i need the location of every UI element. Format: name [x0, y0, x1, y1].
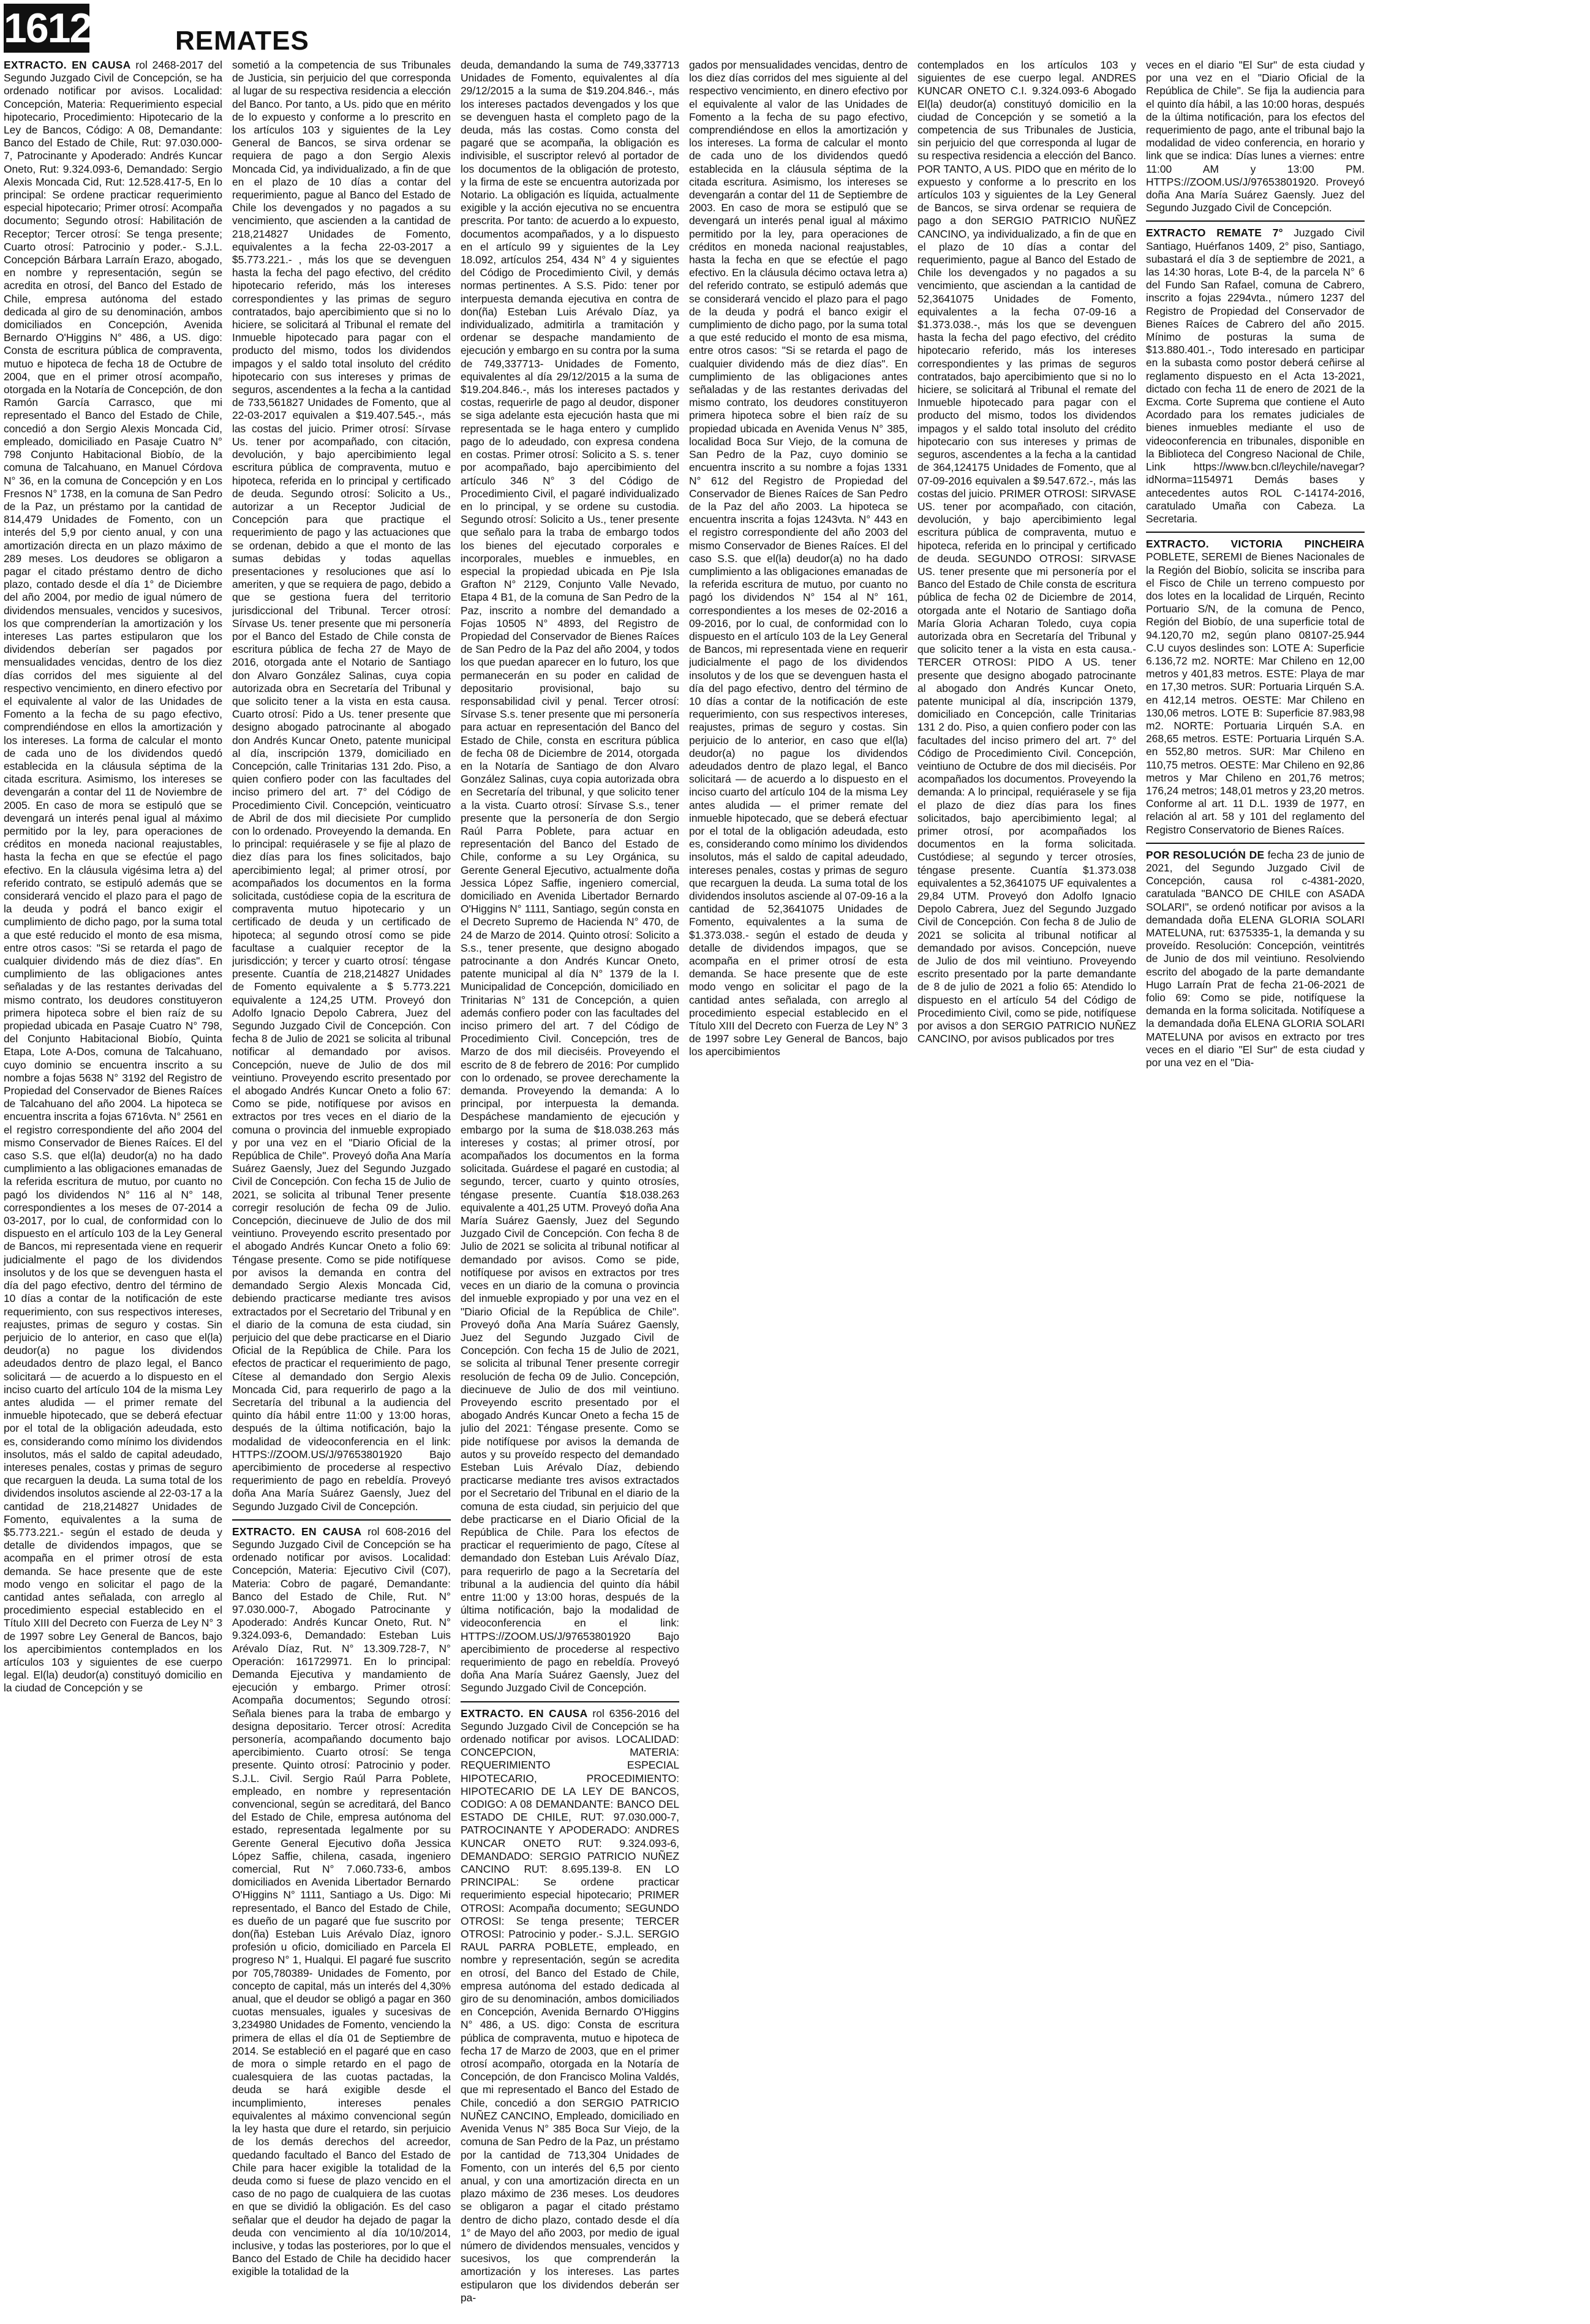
legal-notice	[461, 1707, 679, 2304]
notice-body: veces en el diario "El Sur" de esta ciudad y por una vez en el "Diario Oficial de la República de Chile". Se fija la audiencia para el quinto día hábil, a las 10:00 horas, después de la última notificación, para los efectos del requerimiento de pago, ante el tribunal bajo la modalidad de video conferencia, en horario y link que se indica: Días lunes a viernes: entre 11:00 AM y 13:00 PM. HTTPS://ZOOM.US/J/97653801920. Proveyó doña Ana María Suárez Gaensly. Juez del Segundo Juzgado Civil de Concepción.	[1146, 59, 1365, 214]
legal-notice	[917, 59, 1136, 1045]
notice-body: rol 608-2016 del Segundo Juzgado Civil de Concepción se ha ordenado notificar por avisos. Localidad: Concepción, Materia: Ejecutivo Civil (C07), Materia: Cobro de pagaré, Demandante: Banco del Estado de Chile, Rut. N° 97.030.000-7, Abogado Patrocinante y Apoderado: Andrés Kuncar Oneto, Rut. N° 9.324.093-6, Demandado: Esteban Luis Arévalo Díaz, Rut. N° 13.309.728-7, N° Operación: 161729971. En lo principal: Demanda Ejecutiva y mandamiento de ejecución y embargo. Primer otrosí: Acompaña documentos; Segundo otrosí: Señala bienes para la traba de embargo y designa depositario. Tercer otrosí: Acredita personería, acompañando documento bajo apercibimiento. Cuarto otrosí: Se tenga presente. Quinto otrosí: Patrocinio y poder. S.J.L. Civil. Sergio Raúl Parra Poblete, empleado, en nombre y representación convencional, según se acreditará, del Banco del Estado de Chile, empresa autónoma del estado, representada legalmente por su Gerente General Ejecutivo doña Jessica López Saffie, chilena, casada, ingeniero comercial, Rut N° 7.060.733-6, ambos domiciliados en Avenida Libertador Bernardo O'Higgins N° 1111, Santiago a Us. Digo: Mi representado, el Banco del Estado de Chile, es dueño de un pagaré que fue suscrito por don(ña) Esteban Luis Arévalo Díaz, ignoro profesión u oficio, domiciliado en Parcela El progreso N° 1, Hualqui. El pagaré fue suscrito por 705,780389- Unidades de Fomento, por concepto de capital, más un interés del 4,30% anual, que el deudor se obligó a pagar en 360 cuotas mensuales, iguales y sucesivas de 3,234980 Unidades de Fomento, venciendo la primera de ellas el día 01 de Septiembre de 2014. Se estableció en el pagaré que en caso de mora o simple retardo en el pago de cualesquiera de las cuotas pactadas, la deuda se hará exigible desde el incumplimiento, intereses penales equivalentes al máximo convencional según la ley hasta que dure el retardo, sin perjuicio de los demás derechos del acreedor, quedando facultado el Banco del Estado de Chile para hacer exigible la totalidad de la deuda como si fuese de plazo vencido en el caso de no pago de cualquiera de las cuotas en que se dividió la obligación. Es del caso señalar que el deudor ha dejado de pagar la deuda con vencimiento al día 10/10/2014, inclusive, y todas las posteriores, por lo que el Banco del Estado de Chile ha decidido hacer exigible la totalidad de la	[232, 1525, 451, 2278]
notice-heading: EXTRACTO. VICTORIA PINCHEIRA	[1146, 538, 1365, 551]
legal-notice	[1146, 849, 1365, 1069]
notice-body: deuda, demandando la suma de 749,337713 Unidades de Fomento, equivalentes al día 29/12/2015 a la suma de $19.204.846.-, más los intereses pactados devengados y los que se devenguen hasta el completo pago de la deuda, más las costas. Como consta del pagaré que se acompaña, la obligación es indivisible, el suscriptor relevó al portador de los documentos de la obligación de protesto, y la firma de este se encuentra autorizada por Notario. La obligación es líquida, actualmente exigible y la acción ejecutiva no se encuentra prescrita. Por tanto: de acuerdo a lo expuesto, documentos acompañados, y a lo dispuesto en el artículo 99 y siguientes de la Ley 18.092, artículos 254, 434 N° 4 y siguientes del Código de Procedimiento Civil, y demás normas pertinentes. A S.S. Pido: tener por interpuesta demanda ejecutiva en contra de don(ña) Esteban Luis Arévalo Díaz, ya individualizado, admitirla a tramitación y ordenar se despache mandamiento de ejecución y embargo en su contra por la suma de 749,337713- Unidades de Fomento, equivalentes al día 29/12/2015 a la suma de $19.204.846.-, más los intereses pactados y costas, requerirle de pago al deudor, disponer se siga adelante esta ejecución hasta que mi representada se le haga entero y cumplido pago de lo adeudado, con expresa condena en costas. Primer otrosí: Solicito a S. s. tener por acompañado, bajo apercibimiento del artículo 346 N° 3 del Código de Procedimiento Civil, el pagaré individualizado en lo principal, y se ordene su custodia. Segundo otrosí: Solicito a Us., tener presente que señalo para la traba de embargo todos los bienes del ejecutado corporales e incorporales, muebles e inmuebles, en especial la propiedad ubicada en Pje Isla Grafton N° 2129, Conjunto Valle Nevado, Etapa 4 B1, de la comuna de San Pedro de la Paz, inscrito a nombre del demandado a Fojas 10505 N° 4893, del Registro de Propiedad del Conservador de Bienes Raíces de San Pedro de la Paz del año 2004, y todos los que puedan aparecer en lo futuro, los que permanecerán en su poder en calidad de depositario provisional, bajo su responsabilidad civil y penal. Tercer otrosí: Sírvase S.s. tener presente que mi personería para actuar en representación del Banco del Estado de Chile, consta en escritura pública de fecha 08 de Diciembre de 2014, otorgada en la Notaría de Santiago de don Alvaro González Salinas, cuya copia autorizada obra en Secretaría del tribunal, y que solicito tener a la vista. Cuarto otrosí: Sírvase S.s., tener presente que la personería de don Sergio Raúl Parra Poblete, para actuar en representación del Banco del Estado de Chile, conforme a su Ley Orgánica, su Gerente General Ejecutivo, actualmente doña Jessica López Saffie, ingeniero comercial, domiciliado en Avenida Libertador Bernardo O'Higgins N° 1111, Santiago, según consta en el Decreto Supremo de Hacienda N° 470, de 24 de Marzo de 2014. Quinto otrosí: Solicito a S.s., tener presente, que designo abogado patrocinante a don Andrés Kuncar Oneto, patente municipal al día N° 1379 de la I. Municipalidad de Concepción, domiciliado en Trinitarias N° 131 de Concepción, a quien además confiero poder con las facultades del inciso primero del art. 7 del Código de Procedimiento Civil. Concepción, tres de Marzo de dos mil dieciséis. Proveyendo el escrito de 8 de febrero de 2016: Por cumplido con lo ordenado, se provee derechamente la demanda. Proveyendo la demanda: A lo principal, por interpuesta la demanda. Despáchese mandamiento de ejecución y embargo por la suma de $18.038.263 más intereses y costas; al primer otrosí, por acompañados los documentos en la forma solicitada. Guárdese el pagaré en custodia; al segundo, tercer, cuarto y quinto otrosíes, téngase presente. Cuantía $18.038.263 equivalente a 401,25 UTM. Proveyó doña Ana María Suárez Gaensly, Juez del Segundo Juzgado Civil de Concepción. Con fecha 8 de Julio de 2021 se solicita al tribunal notificar al demandado por avisos. Como se pide, notifíquese por avisos en extractos por tres veces en un diario de la comuna o provincia del inmueble expropiado y por una vez en el "Diario Oficial de la República de Chile". Proveyó doña Ana María Suárez Gaensly, Juez del Segundo Juzgado Civil de Concepción. Con fecha 15 de Julio de 2021, se solicita al tribunal Tener presente corregir resolución de fecha 09 de Julio. Concepción, diecinueve de Julio de dos mil veintiuno. Proveyendo escrito presentado por el abogado Andrés Kuncar Oneto a fecha 15 de julio del 2021: Téngase presente. Como se pide notifíquese por avisos la demanda de autos y su proveído respecto del demandado Esteban Luis Arévalo Díaz, debiendo practicarse mediante tres avisos extractados por el Secretario del Tribunal en el diario de la comuna de esta ciudad, sin perjuicio del que debe practicarse en el Diario Oficial de la República de Chile. Para los efectos de practicar el requerimiento de pago, Cítese al demandado don Esteban Luis Arévalo Díaz, para requerirlo de pago a la Secretaría del tribunal a la audiencia del quinto día hábil entre 11:00 y 13:00 horas, después de la última notificación, bajo la modalidad de videoconferencia en el link: HTTPS://ZOOM.US/J/97653801920 Bajo apercibimiento de procederse al respectivo requerimiento de pago en rebeldía. Proveyó doña Ana María Suárez Gaensly, Juez del Segundo Juzgado Civil de Concepción.	[461, 59, 679, 1694]
text-column	[1146, 59, 1365, 2318]
notice-divider	[1146, 220, 1365, 222]
text-column	[689, 59, 908, 2318]
page-number: 1612	[4, 5, 92, 51]
legal-notice	[232, 1525, 451, 2279]
legal-notice	[461, 59, 679, 1695]
notice-divider	[232, 1519, 451, 1521]
notice-body: Juzgado Civil Santiago, Huérfanos 1409, 2° piso, Santiago, subastará el día 3 de septiembre de 2021, a las 14:30 horas, Lote B-4, de la parcela N° 6 del Fundo San Rafael, comuna de Cabrero, inscrito a fojas 2294vta., número 1237 del Registro de Propiedad del Conservador de Bienes Raíces de Cabrero del año 2015. Mínimo de posturas la suma de $13.880.401.-, Todo interesado en participar en la subasta como postor deberá ceñirse al reglamento dispuesto en el Acta 13-2021, dictado con fecha 11 de enero de 2021 de la Excma. Corte Suprema que contiene el Auto Acordado para los remates judiciales de bienes inmuebles mediante el uso de videoconferencia en tribunales, disponible en la Biblioteca del Congreso Nacional de Chile, Link https://www.bcn.cl/leychile/navegar?idNorma=1154971 Demás bases y antecedentes autos ROL C-14174-2016, caratulado Umaña con Cabeza. La Secretaria.	[1146, 227, 1365, 525]
legal-notice	[4, 59, 222, 1695]
notice-divider	[1146, 843, 1365, 844]
notice-divider	[1146, 532, 1365, 533]
legal-notice	[1146, 538, 1365, 837]
notice-heading: EXTRACTO. EN CAUSA	[232, 1525, 362, 1538]
notice-body: fecha 23 de junio de 2021, del Segundo Juzgado Civil de Concepción, causa rol c-4381-2020, caratulada "BANCO DE CHILE con ASADA SOLARI", se ordenó notificar por avisos a la demandada doña ELENA GLORIA SOLARI MATELUNA, rut: 6375335-1, la demanda y su proveído. Resolución: Concepción, veintitrés de Junio de dos mil veintiuno. Resolviendo escrito del abogado de la parte demandante Hugo Larraín Prat de fecha 21-06-2021 de folio 69: Como se pide, notifíquese la demanda en la forma solicitada. Notifíquese a la demandada doña ELENA GLORIA SOLARI MATELUNA por avisos en extracto por tres veces en el diario "El Sur" de esta ciudad y por una vez en el "Dia-	[1146, 848, 1365, 1069]
legal-notice	[232, 59, 451, 1513]
notice-heading: EXTRACTO. EN CAUSA	[4, 59, 131, 71]
text-column	[461, 59, 679, 2318]
notice-body: gados por mensualidades vencidas, dentro de los diez días corridos del mes siguiente al del respectivo vencimiento, en dinero efectivo por el equivalente al valor de las Unidades de Fomento a la fecha de su pago efectivo, comprendiéndose en ellos la amortización y los intereses. La forma de calcular el monto de cada uno de los dividendos quedó establecida en la cláusula séptima de la citada escritura. Asimismo, los intereses se devengarán a contar del 11 de Septiembre de 2003. En caso de mora se estipuló que se devengará un interés penal igual al máximo permitido por la ley, para operaciones de créditos en moneda nacional reajustables, hasta la fecha en que se efectúe el pago efectivo. En la cláusula décimo octava letra a) del referido contrato, se estipuló además que se considerará vencido el plazo para el pago de la deuda y podrá el banco exigir el cumplimiento de dicho pago, por la suma total a que esté reducido el monto de esa misma, entre otros casos: "Si se retarda el pago de cualquier dividendo más de diez días". En cumplimiento de las obligaciones antes señaladas y de las restantes derivadas del mismo contrato, los deudores constituyeron primera hipoteca sobre el bien raíz de su propiedad ubicada en Avenida Venus N° 385, localidad Boca Sur Viejo, de la comuna de San Pedro de la Paz, cuyo dominio se encuentra inscrito a su nombre a fojas 1331 N° 612 del Registro de Propiedad del Conservador de Bienes Raíces de San Pedro de la Paz del año 2003. La hipoteca se encuentra inscrita a fojas 1243vta. N° 443 en el registro correspondiente del año 2003 del mismo Conservador de Bienes Raíces. El del caso S.S. que el(la) deudor(a) no ha dado cumplimiento a las obligaciones emanadas de la referida escritura de mutuo, por cuanto no pagó los dividendos N° 154 al N° 161, correspondientes a los meses de 02-2016 a 09-2016, por lo cual, de conformidad con lo dispuesto en el artículo 103 de la Ley General de Bancos, mi representada viene en requerir judicialmente el pago de los dividendos insolutos y de los que se devenguen hasta el día del pago efectivo, dentro del término de 10 días a contar de la notificación de este requerimiento, con sus respectivos intereses, reajustes, primas de seguro y costas. Sin perjuicio de lo anterior, en caso que el(la) deudor(a) no pague los dividendos adeudados dentro de plazo legal, el Banco solicitará — de acuerdo a lo dispuesto en el inciso cuarto del artículo 104 de la misma Ley antes aludida — el primer remate del inmueble hipotecado, que se deberá efectuar por el total de la obligación adeudada, esto es, considerando como mínimo los dividendos insolutos, más el saldo de capital adeudado, intereses penales, costas y primas de seguro que recarguen la deuda. La suma total de los dividendos insolutos asciende al 07-09-16 a la cantidad de 52,3641075 Unidades de Fomento, equivalentes a la suma de $1.373.038.- según el estado de deuda y detalle de dividendos impagos, que se acompaña en el primer otrosí de esta demanda. Se hace presente que de este modo vengo en solicitar el pago de la cantidad antes señalada, con arreglo al procedimiento especial establecido en el Título XIII del Decreto con Fuerza de Ley N° 3 de 1997 sobre Ley General de Bancos, bajo los apercibimientos	[689, 59, 908, 1058]
notice-heading: POR RESOLUCIÓN DE	[1146, 848, 1265, 861]
notice-body: POBLETE, SEREMI de Bienes Nacionales de la Región del Biobío, solicita se inscriba para el Fisco de Chile un terreno compuesto por dos lotes en la localidad de Lirquén, Recinto Portuario S/N, de la comuna de Penco, Región del Biobío, de una superficie total de 94.120,70 m2, según plano 08107-25.944 C.U cuyos deslindes son: LOTE A: Superficie 6.136,72 m2. NORTE: Mar Chileno en 12,00 metros y 401,83 metros. ESTE: Playa de mar en 17,30 metros. SUR: Portuaria Lirquén S.A. en 412,14 metros. OESTE: Mar Chileno en 130,06 metros. LOTE B: Superficie 87.983,98 m2. NORTE: Portuaria Lirquén S.A. en 268,65 metros. ESTE: Portuaria Lirquén S.A. en 552,80 metros. SUR: Mar Chileno en 110,75 metros. OESTE: Mar Chileno en 92,86 metros y Mar Chileno en 201,76 metros; 176,24 metros; 148,01 metros y 23,20 metros. Conforme al art. 11 D.L. 1939 de 1977, en relación al art. 58 y 101 del reglamento del Registro Conservatorio de Bienes Raíces.	[1146, 551, 1365, 836]
notice-divider	[461, 1701, 679, 1702]
page-header	[4, 4, 1586, 54]
notice-body: sometió a la competencia de sus Tribunales de Justicia, sin perjuicio del que corresponda al lugar de su respectiva residencia a elección del Banco. Por tanto, a Us. pido que en mérito de lo expuesto y conforme a lo prescrito en los artículos 103 y siguientes de la Ley General de Bancos, se sirva ordenar se requiera de pago a don Sergio Alexis Moncada Cid, ya individualizado, a fin de que en el plazo de 10 días a contar del requerimiento, pague al Banco del Estado de Chile los devengados y no pagados a su vencimiento, que ascienden a la cantidad de 218,214827 Unidades de Fomento, equivalentes a la fecha 22-03-2017 a $5.773.221.- , más los que se devenguen hasta la fecha del pago efectivo, del crédito hipotecario referido, más los intereses correspondientes y las primas de seguro contratados, bajo apercibimiento que si no lo hiciere, se solicitará al Tribunal el remate del Inmueble hipotecado para pagar con el producto del mismo, todos los dividendos impagos y el saldo total insoluto del crédito hipotecario con sus intereses y primas de seguros, ascendentes a la fecha a la cantidad de 733,561827 Unidades de Fomento, que al 22-03-2017 equivalen a $19.407.545.-, más las costas del juicio. Primer otrosí: Sírvase Us. tener por acompañado, con citación, devolución, y bajo apercibimiento legal escritura pública de compraventa, mutuo e hipoteca, referida en lo principal y certificado de deuda. Segundo otrosí: Solicito a Us., autorizar a un Receptor Judicial de Concepción para que practique el requerimiento de pago y las actuaciones que se ordenan, debido a que el monto de las sumas debidas y todas aquellas presentaciones y resoluciones que así lo ameriten, y que se requiera de pago, debido a que se gestiona fuera del territorio jurisdiccional del Tribunal. Tercer otrosí: Sírvase Us. tener presente que mi personería por el Banco del Estado de Chile consta de escritura pública de fecha 27 de Mayo de 2016, otorgada ante el Notario de Santiago don Alvaro González Salinas, cuya copia autorizada obra en Secretaría del Tribunal y que solicito tener a la vista en esta causa. Cuarto otrosí: Pido a Us. tener presente que designo abogado patrocinante al abogado don Andrés Kuncar Oneto, patente municipal al día, inscripción 1379, domiciliado en Concepción, calle Trinitarias 131 2do. Piso, a quien confiero poder con las facultades del inciso primero del art. 7° del Código de Procedimiento Civil. Concepción, veinticuatro de Abril de dos mil diecisiete Por cumplido con lo ordenado. Proveyendo la demanda. En lo principal: requiérasele y se fije al plazo de diez días para los fines solicitados, bajo apercibimiento legal; al primer otrosí, por acompañados los documentos en la forma solicitada, custódiese copia de la escritura de compraventa mutuo hipotecario y un certificado de deuda y un certificado de hipoteca; al segundo otrosí como se pide facultase a cualquier receptor de la jurisdicción; y tercer y cuarto otrosí: téngase presente. Cuantía de 218,214827 Unidades de Fomento equivalente a $ 5.773.221 equivalente a 124,25 UTM. Proveyó don Adolfo Ignacio Depolo Cabrera, Juez del Segundo Juzgado Civil de Concepción. Con fecha 8 de Julio de 2021 se solicita al tribunal notificar al demandado por avisos. Concepción, nueve de Julio de dos mil veintiuno. Proveyendo escrito presentado por el abogado Andrés Kuncar Oneto a folio 67: Como se pide, notifíquese por avisos en extractos por tres veces en el diario de la comuna o provincia del inmueble expropiado y por una vez en el "Diario Oficial de la República de Chile". Proveyó doña Ana María Suárez Gaensly, Juez del Segundo Juzgado Civil de Concepción. Con fecha 15 de Julio de 2021, se solicita al tribunal Tener presente corregir resolución de fecha 09 de Julio. Concepción, diecinueve de Julio de dos mil veintiuno. Proveyendo escrito presentado por el abogado Andrés Kuncar Oneto a folio 69: Téngase presente. Como se pide notifíquese por avisos la demanda en contra del demandado Sergio Alexis Moncada Cid, debiendo practicarse mediante tres avisos extractados por el Secretario del Tribunal y en el diario de la comuna de esta ciudad, sin perjuicio del que debe practicarse en el Diario Oficial de la República de Chile. Para los efectos de practicar el requerimiento de pago, Cítese al demandado don Sergio Alexis Moncada Cid, para requerirlo de pago a la Secretaría del tribunal a la audiencia del quinto día hábil entre 11:00 y 13:00 horas, después de la última notificación, bajo la modalidad de videoconferencia en el link: HTTPS://ZOOM.US/J/97653801920 Bajo apercibimiento de procederse al respectivo requerimiento de pago en rebeldía. Proveyó doña Ana María Suárez Gaensly, Juez del Segundo Juzgado Civil de Concepción.	[232, 59, 451, 1513]
text-column	[232, 59, 451, 2318]
notice-heading: EXTRACTO. EN CAUSA	[461, 1707, 588, 1720]
text-column	[4, 59, 222, 2318]
section-title: REMATES	[175, 26, 309, 56]
legal-notice	[689, 59, 908, 1059]
notice-heading: EXTRACTO REMATE 7°	[1146, 227, 1283, 239]
classifieds-columns	[4, 59, 1586, 2318]
legal-notice	[1146, 59, 1365, 214]
legal-notice	[1146, 227, 1365, 525]
notice-body: rol 2468-2017 del Segundo Juzgado Civil de Concepción, se ha ordenado notificar por avisos. Localidad: Concepción, Materia: Requerimiento especial hipotecario, Procedimiento: Hipotecario de la Ley de Bancos, Código: A 08, Demandante: Banco del Estado de Chile, Rut: 97.030.000-7, Patrocinante y Apoderado: Andrés Kuncar Oneto, Rut: 9.324.093-6, Demandado: Sergio Alexis Moncada Cid, Rut: 12.528.417-5, En lo principal: Se ordene practicar requerimiento especial hipotecario; Primer otrosí: Acompaña documento; Segundo otrosí: Habilitación de Receptor; Tercer otrosí: Se tenga presente; Cuarto otrosí: Patrocinio y poder.- S.J.L. Concepción Bárbara Larraín Erazo, abogado, en nombre y representación, según se acredita en otrosí, del Banco del Estado de Chile, empresa autónoma del estado dedicada al giro de su denominación, ambos domiciliados en Concepción, Avenida Bernardo O'Higgins N° 486, a US. digo: Consta de escritura pública de compraventa, mutuo e hipoteca de fecha 18 de Octubre de 2004, que en el primer otrosí acompaño, otorgada en la Notaría de Concepción, de don Ramón García Carrasco, que mi representado el Banco del Estado de Chile, concedió a don Sergio Alexis Moncada Cid, empleado, domiciliado en Pasaje Cuatro N° 798 Conjunto Habitacional Biobío, de la comuna de Talcahuano, en Manuel Córdova N° 36, en la comuna de Concepción y en Los Fresnos N° 1738, en la comuna de San Pedro de la Paz, un préstamo por la cantidad de 814,479 Unidades de Fomento, con un interés del 5,9 por ciento anual, y con una amortización directa en un plazo máximo de 289 meses. Los deudores se obligaron a pagar el citado préstamo dentro de dicho plazo, contado desde el día 1° de Diciembre del año 2004, por medio de igual número de dividendos mensuales, vencidos y sucesivos, los que comprenderían la amortización y los intereses Las partes estipularon que los dividendos deberían ser pagados por mensualidades vencidas, dentro de los diez días corridos del mes siguiente al del respectivo vencimiento, en dinero efectivo por el equivalente al valor de las Unidades de Fomento a la fecha de su pago efectivo, comprendiéndose en ellos la amortización y los intereses. La forma de calcular el monto de cada uno de los dividendos quedó establecida en la cláusula séptima de la citada escritura. Asimismo, los intereses se devengarán a contar del 11 de Noviembre de 2005. En caso de mora se estipuló que se devengará un interés penal igual al máximo permitido por la ley, para operaciones de créditos en moneda nacional reajustables, hasta la fecha en que se efectúe el pago efectivo. En la cláusula vigésima letra a) del referido contrato, se estipuló además que se considerará vencido el plazo para el pago de la deuda y podrá el banco exigir el cumplimiento de dicho pago, por la suma total a que esté reducido el monto de esa misma, entre otros casos: "Si se retarda el pago de cualquier dividendo más de diez días". En cumplimiento de las obligaciones antes señaladas y de las restantes derivadas del mismo contrato, los deudores constituyeron primera hipoteca sobre el bien raíz de su propiedad ubicada en Pasaje Cuatro N° 798, del Conjunto Habitacional Biobío, Quinta Etapa, Lote A-Dos, comuna de Talcahuano, cuyo dominio se encuentra inscrito a su nombre a fojas 5638 N° 3192 del Registro de Propiedad del Conservador de Bienes Raíces de Talcahuano del año 2004. La hipoteca se encuentra inscrita a fojas 6716vta. N° 2561 en el registro correspondiente del año 2004 del mismo Conservador de Bienes Raíces. El del caso S.S. que el(la) deudor(a) no ha dado cumplimiento a las obligaciones emanadas de la referida escritura de mutuo, por cuanto no pagó los dividendos N° 116 al N° 148, correspondientes a los meses de 07-2014 a 03-2017, por lo cual, de conformidad con lo dispuesto en el artículo 103 de la Ley General de Bancos, mi representada viene en requerir judicialmente el pago de los dividendos insolutos y de los que se devenguen hasta el día del pago efectivo, dentro del término de 10 días a contar de la notificación de este requerimiento, con sus respectivos intereses, reajustes, primas de seguro y costas. Sin perjuicio de lo anterior, en caso que el(la) deudor(a) no pague los dividendos adeudados dentro de plazo legal, el Banco solicitará — de acuerdo a lo dispuesto en el inciso cuarto del artículo 104 de la misma Ley antes aludida — el primer remate del inmueble hipotecado, que se deberá efectuar por el total de la obligación adeudada, esto es, considerando como mínimo los dividendos insolutos, más el saldo de capital adeudado, intereses penales, costas y primas de seguro que recarguen la deuda. La suma total de los dividendos insolutos asciende al 22-03-17 a la cantidad de 218,214827 Unidades de Fomento, equivalentes a la suma de $5.773.221.- según el estado de deuda y detalle de dividendos impagos, que se acompaña en el primer otrosí de esta demanda. Se hace presente que de este modo vengo en solicitar el pago de la cantidad antes señalada, con arreglo al procedimiento especial establecido en el Título XIII del Decreto con Fuerza de Ley N° 3 de 1997 sobre Ley General de Bancos, bajo los apercibimientos contemplados en los artículos 103 y siguientes de ese cuerpo legal. El(la) deudor(a) constituyó domicilio en la ciudad de Concepción y se	[4, 59, 222, 1694]
text-column	[917, 59, 1136, 2318]
notice-body: rol 6356-2016 del Segundo Juzgado Civil de Concepción se ha ordenado notificar por avisos. LOCALIDAD: CONCEPCION, MATERIA: REQUERIMIENTO ESPECIAL HIPOTECARIO, PROCEDIMIENTO: HIPOTECARIO DE LA LEY DE BANCOS, CODIGO: A 08 DEMANDANTE: BANCO DEL ESTADO DE CHILE, RUT: 97.030.000-7, PATROCINANTE Y APODERADO: ANDRES KUNCAR ONETO RUT: 9.324.093-6, DEMANDADO: SERGIO PATRICIO NUÑEZ CANCINO RUT: 8.695.139-8. EN LO PRINCIPAL: Se ordene practicar requerimiento especial hipotecario; PRIMER OTROSI: Acompaña documento; SEGUNDO OTROSI: Se tenga presente; TERCER OTROSI: Patrocinio y poder.- S.J.L. SERGIO RAUL PARRA POBLETE, empleado, en nombre y representación, según se acredita en otrosí, del Banco del Estado de Chile, empresa autónoma del estado dedicada al giro de su denominación, ambos domiciliados en Concepción, Avenida Bernardo O'Higgins N° 486, a US. digo: Consta de escritura pública de compraventa, mutuo e hipoteca de fecha 17 de Marzo de 2003, que en el primer otrosí acompaño, otorgada en la Notaría de Concepción, de don Francisco Molina Valdés, que mi representado el Banco del Estado de Chile, concedió a don SERGIO PATRICIO NUÑEZ CANCINO, Empleado, domiciliado en Avenida Venus N° 385 Boca Sur Viejo, de la comuna de San Pedro de la Paz, un préstamo por la cantidad de 713,304 Unidades de Fomento, con un interés del 6,5 por ciento anual, y con una amortización directa en un plazo máximo de 236 meses. Los deudores se obligaron a pagar el citado préstamo dentro de dicho plazo, contado desde el día 1° de Mayo del año 2003, por medio de igual número de dividendos mensuales, vencidos y sucesivos, los que comprenderán la amortización y los intereses. Las partes estipularon que los dividendos deberán ser pa-	[461, 1707, 679, 2304]
notice-body: contemplados en los artículos 103 y siguientes de ese cuerpo legal. ANDRES KUNCAR ONETO C.I. 9.324.093-6 Abogado El(la) deudor(a) constituyó domicilio en la ciudad de Concepción y se sometió a la competencia de sus Tribunales de Justicia, sin perjuicio del que corresponda al lugar de su respectiva residencia a elección del Banco. POR TANTO, A US. PIDO que en mérito de lo expuesto y conforme a lo prescrito en los artículos 103 y siguientes de la Ley General de Bancos, se sirva ordenar se requiera de pago a don SERGIO PATRICIO NUÑEZ CANCINO, ya individualizado, a fin de que en el plazo de 10 días a contar del requerimiento, pague al Banco del Estado de Chile los devengados y no pagados a su vencimiento, que asciendan a la cantidad de 52,3641075 Unidades de Fomento, equivalentes a la fecha 07-09-16 a $1.373.038.-, más los que se devenguen hasta la fecha del pago efectivo, del crédito hipotecario referido, más los intereses correspondientes y las primas de seguros contratados, bajo apercibimiento que si no lo hiciere, se solicitará al Tribunal el remate del Inmueble hipotecado para pagar con el producto del mismo, todos los dividendos impagos y el saldo total insoluto del crédito hipotecario con sus intereses y primas de seguros, ascendentes a la fecha a la cantidad de 364,124175 Unidades de Fomento, que al 07-09-2016 equivalen a $9.547.672.-, más las costas del juicio. PRIMER OTROSI: SIRVASE US. tener por acompañado, con citación, devolución, y bajo apercibimiento legal escritura pública de compraventa, mutuo e hipoteca, referida en lo principal y certificado de deuda. SEGUNDO OTROSI: SIRVASE US. tener presente que mi personería por el Banco del Estado de Chile consta de escritura pública de fecha 02 de Diciembre de 2014, otorgada ante el Notario de Santiago doña María Gloria Acharan Toledo, cuya copia autorizada obra en Secretaría del Tribunal y que solicito tener a la vista en esta causa.- TERCER OTROSI: PIDO A US. tener presente que designo abogado patrocinante al abogado don Andrés Kuncar Oneto, patente municipal al día, inscripción 1379, domiciliado en Concepción, calle Trinitarias 131 2 do. Piso, a quien confiero poder con las facultades del inciso primero del art. 7° del Código de Procedimiento Civil. Concepción, veintiuno de Octubre de dos mil dieciséis. Por acompañados los documentos. Proveyendo la demanda: A lo principal, requiérasele y se fija el plazo de diez días para los fines solicitados, bajo apercibimiento legal; al primer otrosí, por acompañados los documentos en la forma solicitada. Custódiese; al segundo y tercer otrosíes, téngase presente. Cuantía $1.373.038 equivalentes a 52,3641075 UF equivalentes a 29,84 UTM. Proveyó don Adolfo Ignacio Depolo Cabrera, Juez del Segundo Juzgado Civil de Concepción. Con fecha 8 de Julio de 2021 se solicita al tribunal notificar al demandado por avisos. Concepción, nueve de Julio de dos mil veintiuno. Proveyendo escrito presentado por la parte demandante de 8 de julio de 2021 a folio 65: Atendido lo dispuesto en el artículo 54 del Código de Procedimiento Civil, como se pide, notifíquese por avisos a don SERGIO PATRICIO NUÑEZ CANCINO, por avisos publicados por tres	[917, 59, 1136, 1045]
